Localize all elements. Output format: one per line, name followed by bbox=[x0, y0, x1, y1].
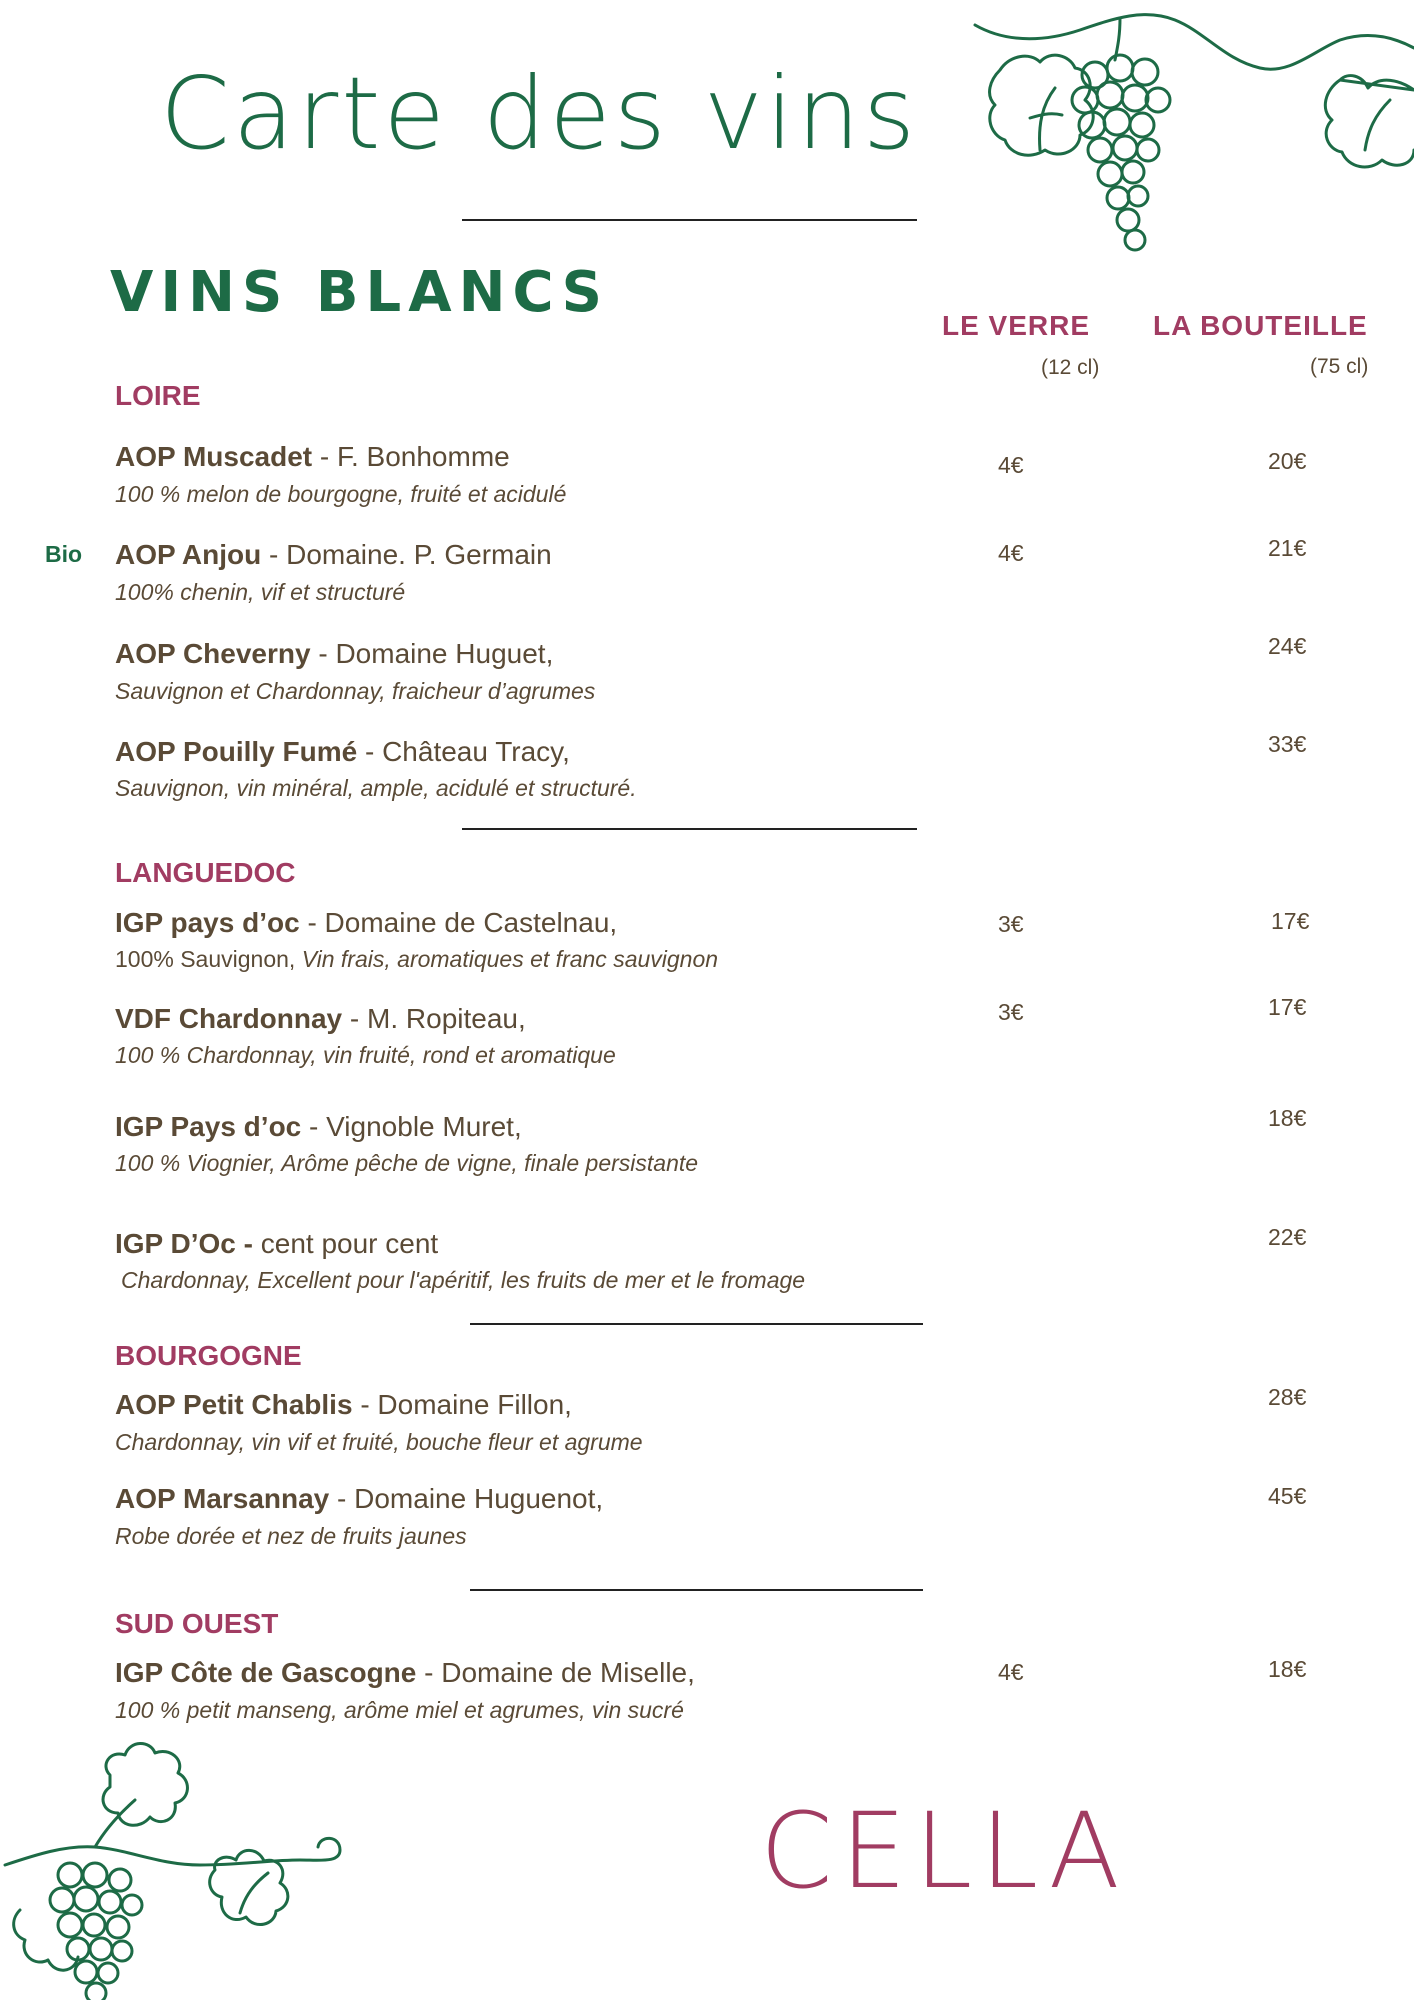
column-volume-glass: (12 cl) bbox=[1041, 356, 1100, 379]
grape-vine-illustration-bottom-left bbox=[0, 1735, 350, 2000]
wine-name: IGP pays d’oc - Domaine de Castelnau, bbox=[115, 907, 618, 938]
bottle-price: 21€ bbox=[1268, 535, 1307, 561]
wine-name: AOP Marsannay - Domaine Huguenot, bbox=[115, 1483, 604, 1514]
wine-name: IGP Pays d’oc - Vignoble Muret, bbox=[115, 1111, 522, 1142]
wine-name: AOP Muscadet - F. Bonhomme bbox=[115, 441, 510, 472]
column-header-glass: LE VERRE bbox=[942, 310, 1091, 341]
wine-name: AOP Cheverny - Domaine Huguet, bbox=[115, 638, 554, 669]
divider bbox=[470, 1589, 923, 1591]
region-title-bourgogne: BOURGOGNE bbox=[115, 1340, 302, 1371]
organic-badge: Bio bbox=[45, 541, 83, 567]
column-volume-bottle: (75 cl) bbox=[1310, 355, 1369, 378]
bottle-price: 18€ bbox=[1268, 1656, 1307, 1682]
glass-price: 4€ bbox=[998, 452, 1024, 478]
glass-price: 4€ bbox=[998, 540, 1024, 566]
region-title-languedoc: LANGUEDOC bbox=[115, 857, 296, 888]
bottle-price: 28€ bbox=[1268, 1384, 1307, 1410]
grape-vine-illustration-top-right bbox=[970, 0, 1414, 260]
divider bbox=[470, 1323, 923, 1325]
wine-name: AOP Anjou - Domaine. P. Germain bbox=[115, 539, 552, 570]
wine-name: VDF Chardonnay - M. Ropiteau, bbox=[115, 1003, 526, 1034]
wine-description: 100 % Viognier, Arôme pêche de vigne, finale persistante bbox=[115, 1150, 699, 1176]
wine-description: 100% Sauvignon, Vin frais, aromatiques et franc sauvignon bbox=[115, 946, 719, 972]
wine-description: 100% chenin, vif et structuré bbox=[115, 579, 406, 605]
wine-description: Sauvignon, vin minéral, ample, acidulé et structuré. bbox=[115, 775, 637, 801]
wine-description: Sauvignon et Chardonnay, fraicheur d’agrumes bbox=[115, 678, 596, 704]
bottle-price: 33€ bbox=[1268, 731, 1307, 757]
wine-description: Chardonnay, vin vif et fruité, bouche fleur et agrume bbox=[115, 1429, 643, 1455]
wine-description: 100 % melon de bourgogne, fruité et acidulé bbox=[115, 481, 567, 507]
glass-price: 3€ bbox=[998, 999, 1024, 1025]
glass-price: 4€ bbox=[998, 1659, 1024, 1685]
divider bbox=[462, 219, 917, 221]
wine-description: 100 % Chardonnay, vin fruité, rond et aromatique bbox=[115, 1042, 616, 1068]
region-title-sud-ouest: SUD OUEST bbox=[115, 1608, 279, 1639]
bottle-price: 18€ bbox=[1268, 1105, 1307, 1131]
wine-description: Robe dorée et nez de fruits jaunes bbox=[115, 1523, 467, 1549]
section-title: VINS BLANCS bbox=[110, 260, 609, 325]
bottle-price: 17€ bbox=[1268, 994, 1307, 1020]
wine-name: AOP Petit Chablis - Domaine Fillon, bbox=[115, 1389, 572, 1420]
wine-name: IGP D’Oc - cent pour cent bbox=[115, 1228, 439, 1259]
bottle-price: 24€ bbox=[1268, 633, 1307, 659]
bottle-price: 17€ bbox=[1271, 908, 1310, 934]
wine-description: Chardonnay, Excellent pour l'apéritif, les fruits de mer et le fromage bbox=[121, 1267, 806, 1293]
wine-name: AOP Pouilly Fumé - Château Tracy, bbox=[115, 736, 570, 767]
wine-description: 100 % petit manseng, arôme miel et agrumes, vin sucré bbox=[115, 1697, 684, 1723]
bottle-price: 22€ bbox=[1268, 1224, 1307, 1250]
wine-name: IGP Côte de Gascogne - Domaine de Miselle, bbox=[115, 1657, 695, 1688]
column-header-bottle: LA BOUTEILLE bbox=[1153, 310, 1368, 341]
glass-price: 3€ bbox=[998, 911, 1024, 937]
divider bbox=[462, 828, 917, 830]
region-title-loire: LOIRE bbox=[115, 380, 201, 411]
bottle-price: 45€ bbox=[1268, 1483, 1307, 1509]
brand-logo-text: CELLA bbox=[760, 1790, 1128, 1912]
bottle-price: 20€ bbox=[1268, 448, 1307, 474]
page-title: Carte des vins bbox=[160, 55, 919, 172]
